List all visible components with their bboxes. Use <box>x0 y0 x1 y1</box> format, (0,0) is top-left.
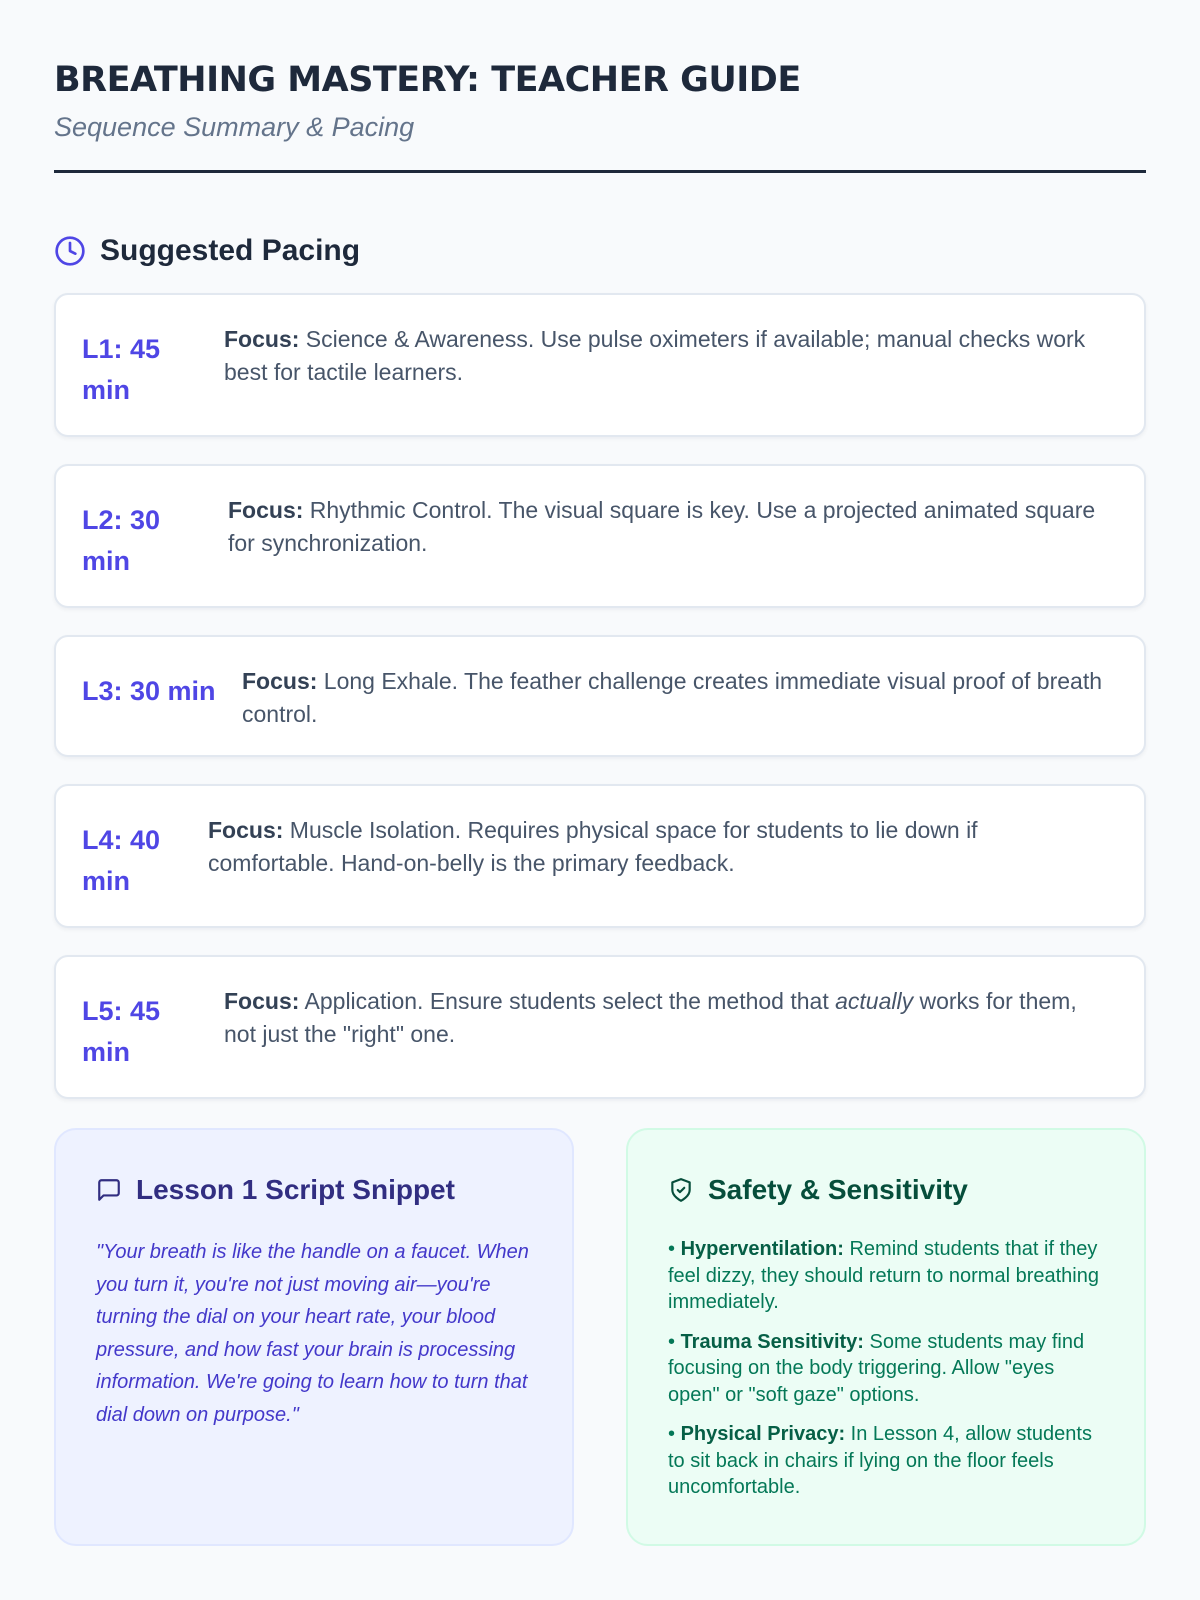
clock-icon <box>54 235 86 267</box>
script-quote: "Your breath is like the handle on a faucet. When you turn it, you're not just moving air—you're turning the dial on your heart rate, your blood pressure, and how fast your brain is processing information. We're going to learn how to turn that dial down on purpose." <box>96 1241 529 1426</box>
pacing-list <box>54 293 1146 1099</box>
focus-text: Long Exhale. The feather challenge creates immediate visual proof of breath control. <box>242 668 1102 727</box>
pacing-card-l1 <box>54 293 1146 437</box>
shield-check-icon <box>668 1177 694 1203</box>
info-boxes <box>54 1128 1146 1546</box>
safety-list <box>668 1236 1104 1501</box>
focus-text: Rhythmic Control. The visual square is key. Use a projected animated square for synchronization. <box>228 497 1096 556</box>
script-snippet-box <box>54 1128 574 1546</box>
safety-item-text: In Lesson 4, allow students to sit back in chairs if lying on the floor feels uncomfortable. <box>668 1423 1092 1498</box>
script-heading <box>96 1172 532 1208</box>
focus-label: Focus: <box>224 988 300 1014</box>
safety-heading <box>668 1172 1104 1208</box>
lesson-time: L2: 30 min <box>82 505 161 576</box>
safety-title: Safety & Sensitivity <box>708 1174 968 1205</box>
safety-item-text: Remind students that if they feel dizzy, they should return to normal breathing immediately. <box>668 1238 1099 1313</box>
safety-item: • Hyperventilation: Remind students that if they feel dizzy, they should return to normal breathing immediately. <box>668 1238 1099 1313</box>
lesson-focus <box>242 665 1104 731</box>
speech-bubble-icon <box>96 1177 122 1203</box>
safety-item-text: Some students may find focusing on the body triggering. Allow "eyes open" or "soft gaze" options. <box>668 1330 1085 1406</box>
lesson-time: L3: 30 min <box>82 676 216 706</box>
pacing-title: Suggested Pacing <box>100 234 361 267</box>
pacing-card-l4 <box>54 784 1146 928</box>
lesson-time: L1: 45 min <box>82 334 161 405</box>
lesson-focus <box>224 985 1104 1051</box>
focus-label: Focus: <box>242 668 318 694</box>
pacing-card-l2 <box>54 464 1146 608</box>
focus-label: Focus: <box>208 817 284 843</box>
lesson-time: L5: 45 min <box>82 996 161 1067</box>
page-title: BREATHING MASTERY: TEACHER GUIDE <box>54 60 801 100</box>
page-subtitle: Sequence Summary & Pacing <box>54 112 415 142</box>
pacing-card-l5 <box>54 955 1146 1099</box>
focus-emphasis: actually <box>835 988 914 1014</box>
focus-label: Focus: <box>224 326 300 352</box>
script-title: Lesson 1 Script Snippet <box>136 1174 455 1205</box>
pacing-section-heading <box>54 231 1146 271</box>
page-header <box>54 58 1146 173</box>
focus-text: Science & Awareness. Use pulse oximeters if available; manual checks work best for tactile learners. <box>224 326 1086 385</box>
lesson-focus <box>228 494 1104 560</box>
focus-text-end: works for them, not just the "right" one. <box>224 988 1077 1047</box>
safety-item: • Trauma Sensitivity: Some students may find focusing on the body triggering. Allow "eyes open" or "soft gaze" options. <box>668 1330 1085 1406</box>
safety-item: • Physical Privacy: In Lesson 4, allow students to sit back in chairs if lying on the floor feels uncomfortable. <box>668 1423 1092 1498</box>
focus-label: Focus: <box>228 497 304 523</box>
safety-item-label: Trauma Sensitivity: <box>680 1330 864 1353</box>
safety-box <box>626 1128 1146 1546</box>
lesson-time: L4: 40 min <box>82 825 161 896</box>
focus-text: Application. Ensure students select the method that <box>304 988 836 1014</box>
focus-text: Muscle Isolation. Requires physical space for students to lie down if comfortable. Hand-on-belly is the primary feedback. <box>208 817 978 876</box>
lesson-focus <box>224 323 1104 389</box>
safety-item-label: Hyperventilation: <box>680 1238 844 1260</box>
safety-item-label: Physical Privacy: <box>680 1423 846 1445</box>
lesson-focus <box>208 814 1104 880</box>
pacing-card-l3 <box>54 635 1146 757</box>
